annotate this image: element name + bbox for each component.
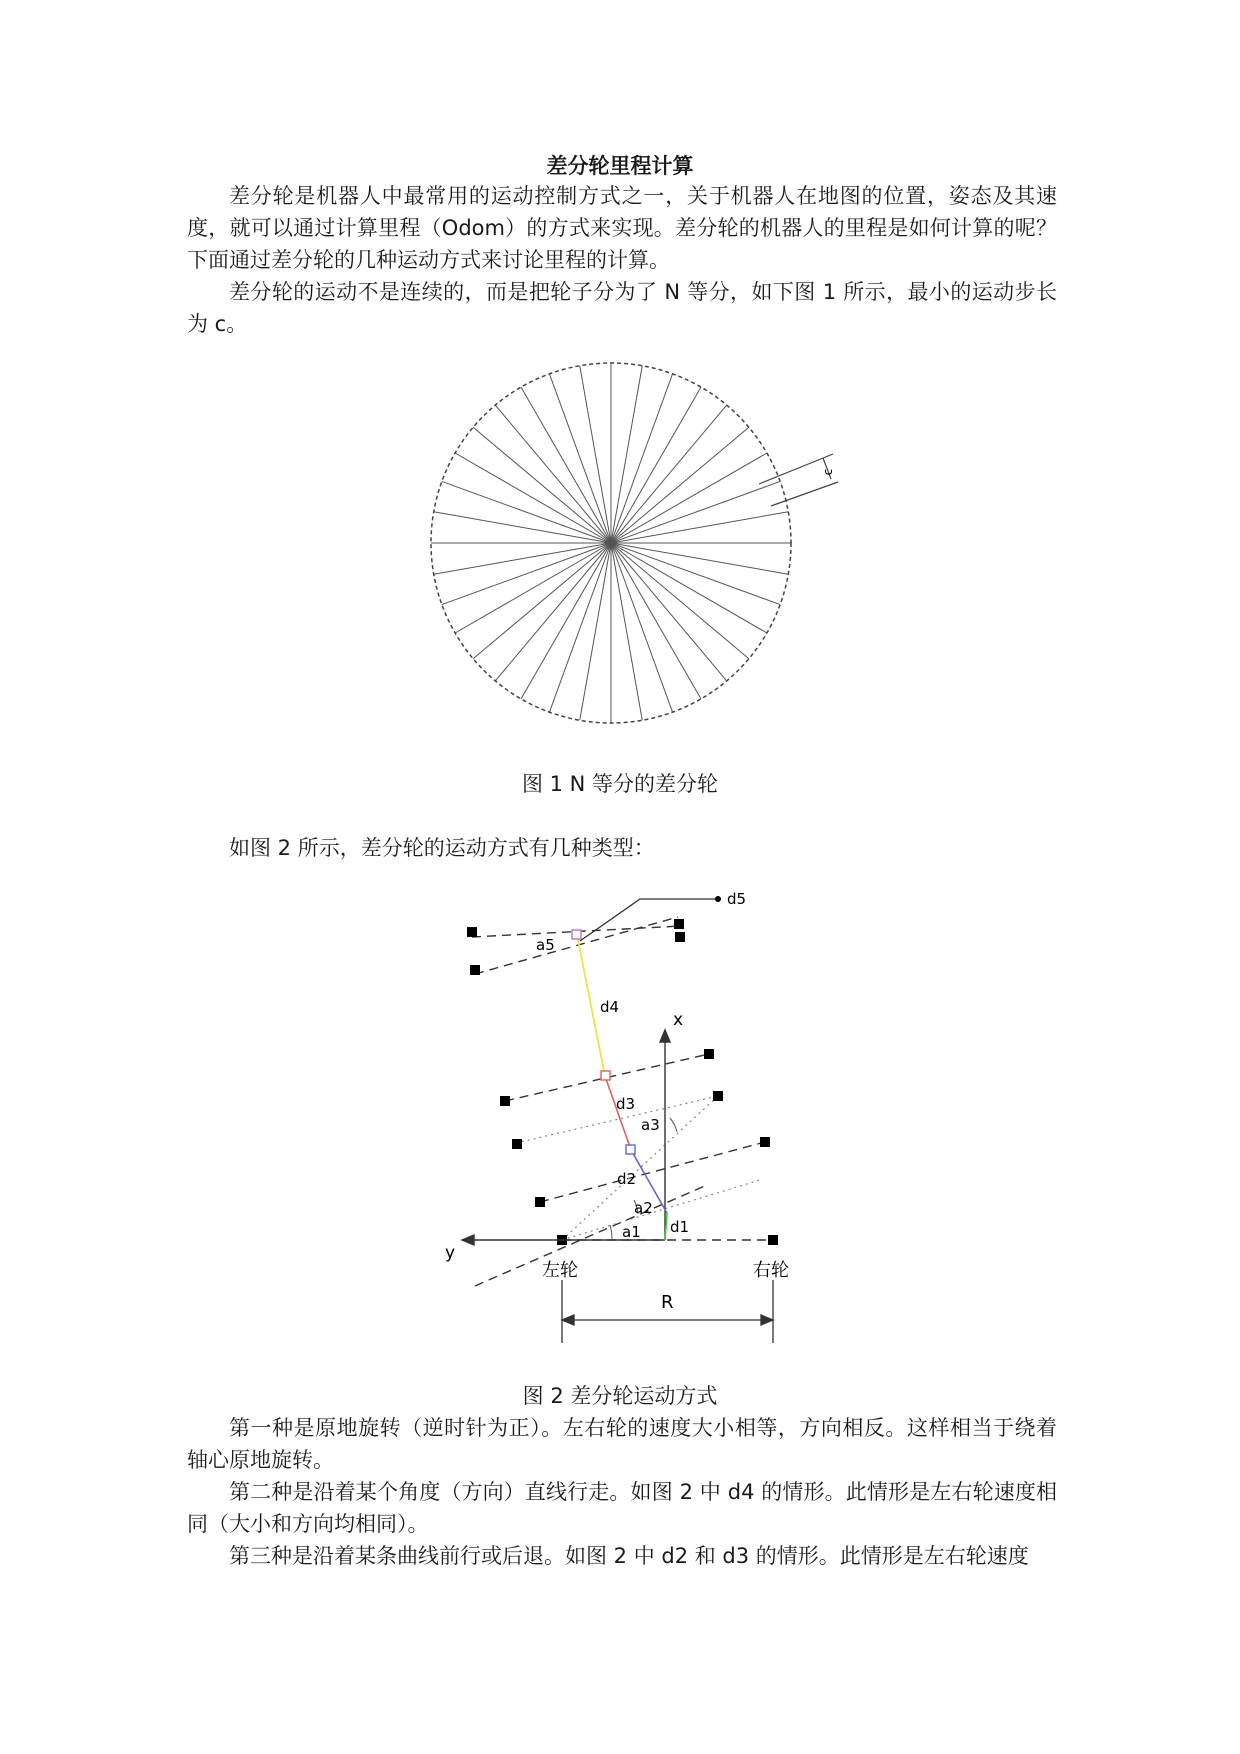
page-title: 差分轮里程计算 [546, 154, 694, 178]
label-d2: d2 [617, 1170, 637, 1188]
label-a3: a3 [641, 1116, 660, 1134]
d5-dot [715, 896, 721, 902]
y-axis-label: y [445, 1243, 456, 1263]
paragraph-intro: 差分轮是机器人中最常用的运动控制方式之一，关于机器人在地图的位置，姿态及其速度，就可以通过计算里程（Odom）的方式来实现。差分轮的机器人的里程是如何计算的呢？下面通过差分轮的几种运动方式来讨论里程的计算。 [187, 184, 1057, 272]
x-axis-label: x [673, 1010, 684, 1030]
step-label: c [821, 468, 835, 476]
label-a5: a5 [536, 936, 555, 954]
label-d5: d5 [727, 890, 747, 908]
label-d4: d4 [600, 998, 620, 1016]
figure1-caption: 图 1 N 等分的差分轮 [521, 772, 719, 796]
label-a1: a1 [622, 1223, 641, 1241]
paragraph-type2: 第二种是沿着某个角度（方向）直线行走。如图 2 中 d4 的情形。此情形是左右轮速度相同（大小和方向均相同）。 [187, 1480, 1057, 1536]
label-d3: d3 [616, 1095, 636, 1113]
path-d3 [605, 1076, 631, 1150]
paragraph-type1: 第一种是原地旋转（逆时针为正）。左右轮的速度大小相等，方向相反。这样相当于绕着轴心原地旋转。 [187, 1416, 1057, 1472]
paragraph-step: 差分轮的运动不是连续的，而是把轮子分为了 N 等分，如下图 1 所示，最小的运动步长为 c。 [187, 280, 1057, 336]
position-markers [572, 930, 635, 1154]
label-right-wheel: 右轮 [753, 1260, 789, 1281]
label-a2: a2 [634, 1199, 653, 1217]
paragraph-type3: 第三种是沿着某条曲线前行或后退。如图 2 中 d2 和 d3 的情形。此情形是左右轮速度 [229, 1544, 1029, 1568]
label-d1: d1 [670, 1218, 690, 1236]
wheel-markers [467, 919, 778, 1245]
paragraph-figure2-intro: 如图 2 所示，差分轮的运动方式有几种类型： [229, 836, 655, 860]
dotted-lines [516, 1096, 760, 1240]
label-left-wheel: 左轮 [542, 1260, 578, 1281]
label-wheelbase: R [661, 1292, 674, 1313]
d5-leader [580, 899, 718, 941]
figure2-caption: 图 2 差分轮运动方式 [522, 1384, 718, 1408]
